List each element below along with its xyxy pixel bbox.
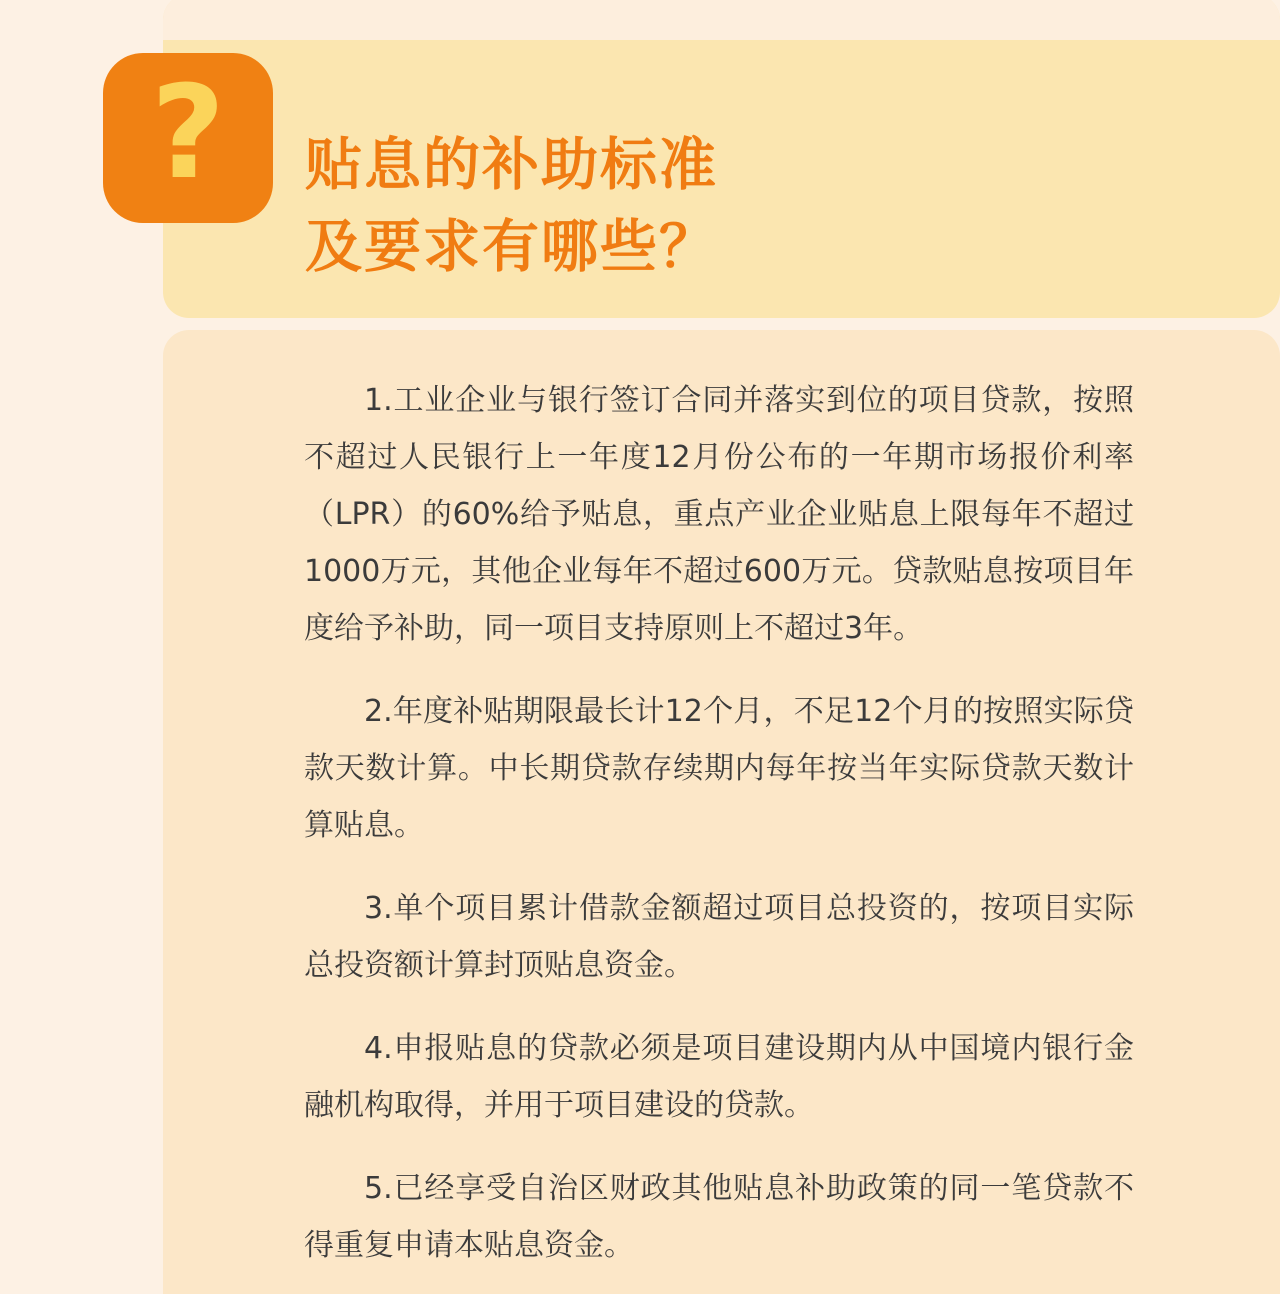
- content-paragraph: 2.年度补贴期限最长计12个月，不足12个月的按照实际贷款天数计算。中长期贷款存续期内每年按当年实际贷款天数计算贴息。: [304, 694, 1134, 843]
- question-mark-icon: ?: [150, 59, 226, 208]
- content-paragraph: 3.单个项目累计借款金额超过项目总投资的，按项目实际总投资额计算封顶贴息资金。: [304, 891, 1134, 983]
- page-title: [305, 124, 1135, 288]
- content-paragraph: 4.申报贴息的贷款必须是项目建设期内从中国境内银行金融机构取得，并用于项目建设的贷款。: [304, 1031, 1134, 1123]
- page-title-line-1: 贴息的补助标准: [305, 132, 718, 198]
- question-mark-badge: [103, 53, 273, 223]
- content-paragraph-list: [304, 372, 1134, 1274]
- content-paragraph: 1.工业企业与银行签订合同并落实到位的项目贷款，按照不超过人民银行上一年度12月份公布的一年期市场报价利率（LPR）的60%给予贴息，重点产业企业贴息上限每年不超过1000万元，其他企业每年不超过600万元。贷款贴息按项目年度给予补助，同一项目支持原则上不超过3年。: [304, 383, 1134, 646]
- content-paragraph: 5.已经享受自治区财政其他贴息补助政策的同一笔贷款不得重复申请本贴息资金。: [304, 1171, 1134, 1263]
- content-panel: [163, 330, 1280, 1294]
- header-band-top-edge: [163, 0, 1280, 40]
- page-title-line-2: 及要求有哪些？: [305, 214, 718, 280]
